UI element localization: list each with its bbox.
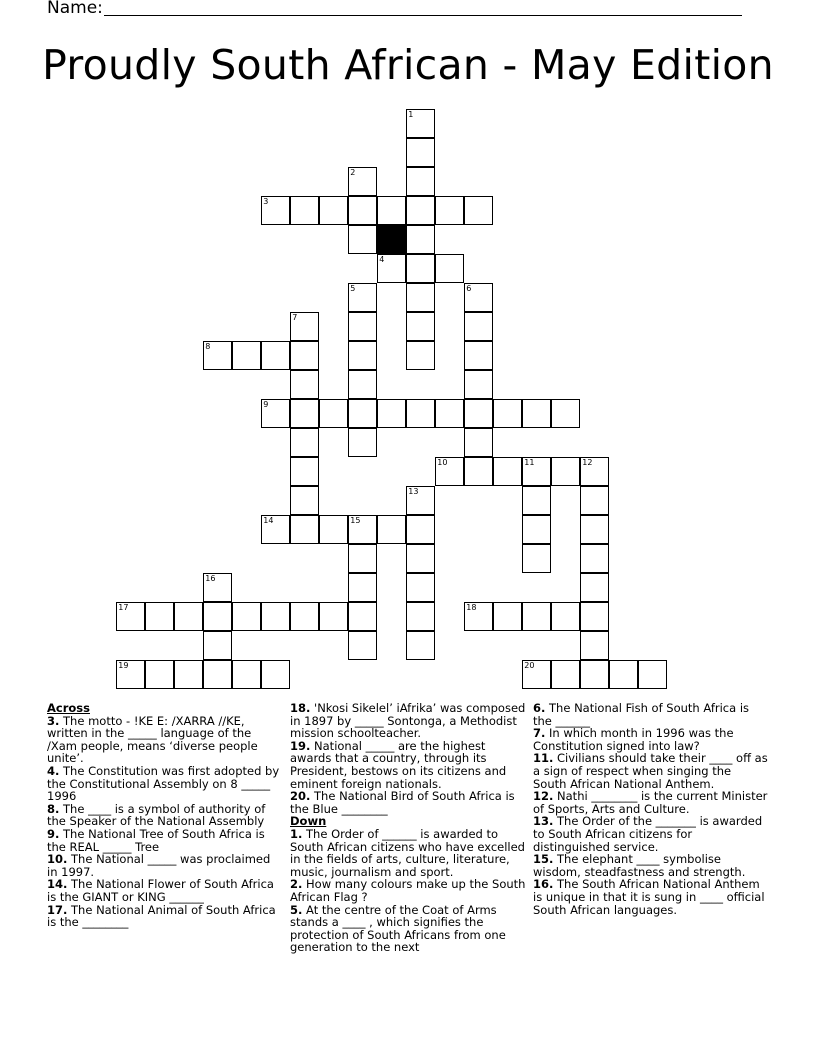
- clue-across-20: 20. The National Bird of South Africa is the Blue ________: [290, 789, 515, 816]
- grid-cell[interactable]: [203, 631, 232, 660]
- across-heading: Across: [47, 701, 90, 715]
- grid-cell[interactable]: [261, 399, 290, 428]
- grid-cell[interactable]: [406, 544, 435, 573]
- grid-cell[interactable]: [261, 515, 290, 544]
- clue-down-11: 11. Civilians should take their ____ off as a sign of respect when singing the South African National Anthem.: [533, 751, 768, 791]
- grid-cell[interactable]: [522, 660, 551, 689]
- grid-cell[interactable]: [406, 254, 435, 283]
- grid-cell[interactable]: [290, 370, 319, 399]
- grid-cell[interactable]: [551, 399, 580, 428]
- grid-cell[interactable]: [348, 341, 377, 370]
- grid-cell[interactable]: [348, 312, 377, 341]
- grid-block: [377, 225, 406, 254]
- grid-cell[interactable]: [319, 196, 348, 225]
- clue-across-17: 17. The National Animal of South Africa is the ________: [47, 902, 276, 930]
- clue-number: 17: [118, 603, 129, 613]
- clue-down-5: 5. At the centre of the Coat of Arms stands a ____ , which signifies the protection of South Africans from one generation to the next: [290, 902, 506, 955]
- clue-number: 11: [524, 458, 535, 468]
- grid-cell[interactable]: [464, 341, 493, 370]
- clue-number: 9: [263, 400, 269, 410]
- clue-number: 15: [350, 516, 361, 526]
- grid-cell[interactable]: [406, 486, 435, 515]
- grid-cell[interactable]: [406, 283, 435, 312]
- grid-cell[interactable]: [116, 602, 145, 631]
- grid-cell[interactable]: [319, 399, 348, 428]
- clue-down-16: 16. The South African National Anthem is unique in that it is sung in ____ official South African languages.: [533, 877, 765, 917]
- grid-cell[interactable]: [290, 486, 319, 515]
- grid-cell[interactable]: [406, 196, 435, 225]
- grid-cell[interactable]: [232, 660, 261, 689]
- grid-cell[interactable]: [290, 428, 319, 457]
- clue-column-2: [290, 702, 528, 954]
- grid-cell[interactable]: [464, 370, 493, 399]
- grid-cell[interactable]: [406, 138, 435, 167]
- grid-cell[interactable]: [493, 602, 522, 631]
- grid-cell[interactable]: [116, 660, 145, 689]
- grid-cell[interactable]: [348, 573, 377, 602]
- clue-number: 18: [466, 603, 477, 613]
- grid-cell[interactable]: [290, 515, 319, 544]
- grid-cell[interactable]: [522, 515, 551, 544]
- grid-cell[interactable]: [580, 515, 609, 544]
- grid-cell[interactable]: [348, 631, 377, 660]
- grid-cell[interactable]: [203, 602, 232, 631]
- grid-cell[interactable]: [290, 602, 319, 631]
- clue-number: 13: [408, 487, 419, 497]
- grid-cell[interactable]: [464, 399, 493, 428]
- grid-cell[interactable]: [435, 399, 464, 428]
- clue-down-2: 2. How many colours make up the South African Flag ?: [290, 877, 526, 904]
- grid-cell[interactable]: [348, 399, 377, 428]
- grid-cell[interactable]: [348, 602, 377, 631]
- clue-number: 6: [466, 284, 472, 294]
- clue-number: 2: [350, 168, 356, 178]
- grid-cell[interactable]: [435, 196, 464, 225]
- grid-cell[interactable]: [406, 631, 435, 660]
- grid-cell[interactable]: [406, 167, 435, 196]
- grid-cell[interactable]: [348, 167, 377, 196]
- grid-cell[interactable]: [464, 312, 493, 341]
- grid-cell[interactable]: [580, 486, 609, 515]
- grid-cell[interactable]: [580, 573, 609, 602]
- grid-cell[interactable]: [580, 544, 609, 573]
- grid-cell[interactable]: [319, 515, 348, 544]
- grid-cell[interactable]: [377, 254, 406, 283]
- grid-cell[interactable]: [551, 660, 580, 689]
- grid-cell[interactable]: [348, 544, 377, 573]
- grid-cell[interactable]: [145, 602, 174, 631]
- grid-cell[interactable]: [348, 370, 377, 399]
- clue-down-12: 12. Nathi ________ is the current Minister of Sports, Arts and Culture.: [533, 789, 768, 816]
- grid-cell[interactable]: [609, 660, 638, 689]
- grid-cell[interactable]: [406, 399, 435, 428]
- grid-cell[interactable]: [580, 457, 609, 486]
- grid-cell[interactable]: [377, 399, 406, 428]
- name-label: Name:: [47, 0, 103, 18]
- grid-cell[interactable]: [232, 602, 261, 631]
- grid-cell[interactable]: [290, 341, 319, 370]
- clue-across-10: 10. The National _____ was proclaimed in 1997.: [47, 852, 271, 879]
- clue-across-18: 18. 'Nkosi Sikelel’ iAfrika’ was composed in 1897 by _____ Sontonga, a Methodist mission schoolteacher.: [290, 701, 526, 741]
- clue-number: 19: [118, 661, 129, 671]
- grid-cell[interactable]: [145, 660, 174, 689]
- clue-number: 3: [263, 197, 269, 207]
- clue-across-8: 8. The ____ is a symbol of authority of the Speaker of the National Assembly: [47, 801, 266, 829]
- grid-cell[interactable]: [203, 573, 232, 602]
- clue-down-6: 6. The National Fish of South Africa is the ______: [533, 701, 750, 728]
- clue-across-14: 14. The National Flower of South Africa is the GIANT or KING ______: [47, 877, 274, 904]
- clue-number: 1: [408, 110, 414, 120]
- clue-number: 12: [582, 458, 593, 468]
- grid-cell[interactable]: [406, 225, 435, 254]
- grid-cell[interactable]: [522, 544, 551, 573]
- grid-cell[interactable]: [406, 602, 435, 631]
- grid-cell[interactable]: [261, 341, 290, 370]
- grid-cell[interactable]: [406, 341, 435, 370]
- grid-cell[interactable]: [203, 341, 232, 370]
- clue-down-7: 7. In which month in 1996 was the Constitution signed into law?: [533, 726, 734, 753]
- grid-cell[interactable]: [464, 457, 493, 486]
- grid-cell[interactable]: [261, 660, 290, 689]
- clue-across-19: 19. National _____ are the highest awards that a country, through its President, bestows on its citizens and eminent foreign nationals.: [290, 738, 507, 791]
- grid-cell[interactable]: [348, 428, 377, 457]
- grid-cell[interactable]: [232, 341, 261, 370]
- grid-cell[interactable]: [290, 399, 319, 428]
- clue-number: 4: [379, 255, 385, 265]
- grid-cell[interactable]: [348, 283, 377, 312]
- grid-cell[interactable]: [377, 196, 406, 225]
- grid-cell[interactable]: [522, 457, 551, 486]
- grid-cell[interactable]: [464, 196, 493, 225]
- clue-down-15: 15. The elephant ____ symbolise wisdom, steadfastness and strength.: [533, 852, 746, 879]
- grid-cell[interactable]: [493, 399, 522, 428]
- clue-down-13: 13. The Order of the _______ is awarded to South African citizens for distinguished service.: [533, 814, 763, 854]
- clue-number: 5: [350, 284, 356, 294]
- grid-cell[interactable]: [522, 399, 551, 428]
- grid-cell[interactable]: [464, 283, 493, 312]
- grid-cell[interactable]: [377, 515, 406, 544]
- grid-cell[interactable]: [406, 312, 435, 341]
- grid-cell[interactable]: [203, 660, 232, 689]
- clue-number: 14: [263, 516, 274, 526]
- grid-cell[interactable]: [464, 428, 493, 457]
- grid-cell[interactable]: [290, 457, 319, 486]
- clue-across-9: 9. The National Tree of South Africa is the REAL _____ Tree: [47, 826, 265, 854]
- grid-cell[interactable]: [290, 312, 319, 341]
- grid-cell[interactable]: [638, 660, 667, 689]
- down-heading: Down: [290, 814, 327, 829]
- clue-across-4: 4. The Constitution was first adopted by the Constitutional Assembly on 8 _____ 1996: [47, 763, 280, 804]
- grid-cell[interactable]: [261, 602, 290, 631]
- clue-number: 20: [524, 661, 535, 671]
- grid-cell[interactable]: [174, 602, 203, 631]
- grid-cell[interactable]: [464, 602, 493, 631]
- clue-across-3: 3. The motto - !KE E: /XARRA //KE, written in the _____ language of the /Xam people, means ‘diverse people unite’.: [47, 713, 258, 766]
- grid-cell[interactable]: [290, 196, 319, 225]
- grid-cell[interactable]: [435, 254, 464, 283]
- clue-down-1: 1. The Order of ______ is awarded to South African citizens who have excelled in the fields of arts, culture, literature, music, journalism and sport.: [290, 826, 525, 879]
- grid-cell[interactable]: [261, 196, 290, 225]
- grid-cell[interactable]: [406, 573, 435, 602]
- clue-column-3: [533, 702, 768, 916]
- grid-cell[interactable]: [522, 486, 551, 515]
- clue-number: 16: [205, 574, 216, 584]
- grid-cell[interactable]: [580, 660, 609, 689]
- grid-cell[interactable]: [493, 457, 522, 486]
- grid-cell[interactable]: [435, 457, 464, 486]
- grid-cell[interactable]: [551, 457, 580, 486]
- clue-column-1: [47, 702, 282, 929]
- grid-cell[interactable]: [551, 602, 580, 631]
- clue-number: 10: [437, 458, 448, 468]
- grid-cell[interactable]: [580, 631, 609, 660]
- grid-cell[interactable]: [580, 602, 609, 631]
- clue-number: 8: [205, 342, 211, 352]
- grid-cell[interactable]: [406, 109, 435, 138]
- grid-cell[interactable]: [348, 225, 377, 254]
- grid-cell[interactable]: [174, 660, 203, 689]
- grid-cell[interactable]: [348, 515, 377, 544]
- grid-cell[interactable]: [522, 602, 551, 631]
- grid-cell[interactable]: [348, 196, 377, 225]
- page-title: Proudly South African - May Edition: [42, 41, 774, 89]
- grid-cell[interactable]: [406, 515, 435, 544]
- grid-cell[interactable]: [319, 602, 348, 631]
- clue-number: 7: [292, 313, 298, 323]
